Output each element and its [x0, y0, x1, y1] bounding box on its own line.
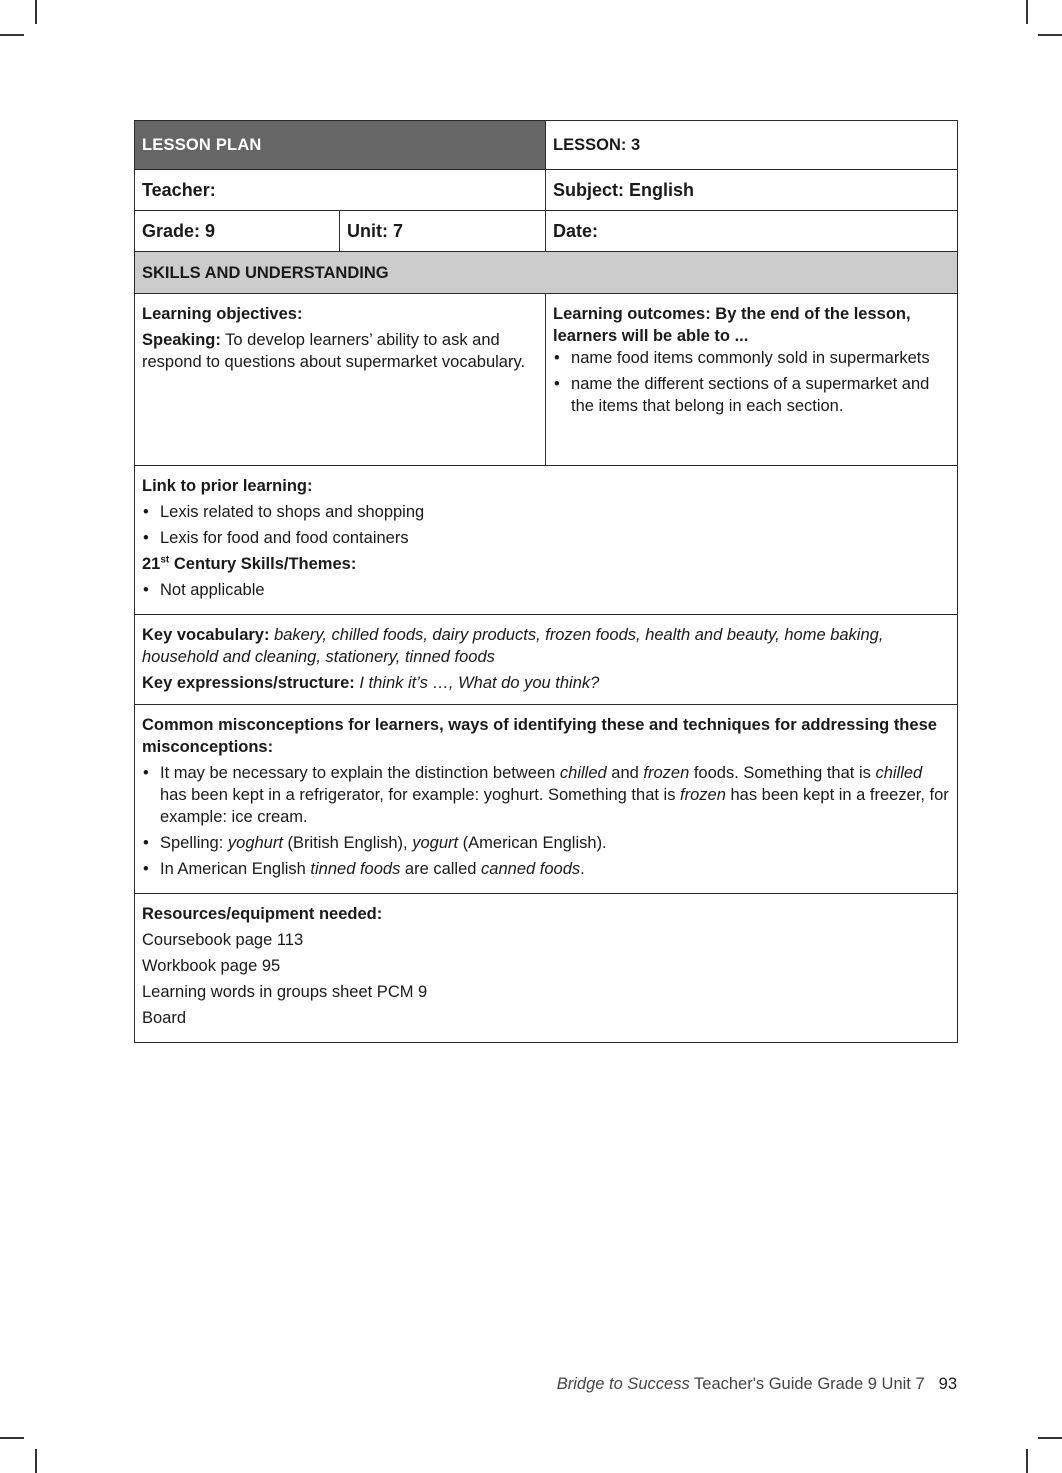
- teacher-field: Teacher:: [135, 170, 546, 211]
- learning-outcomes-cell: [546, 294, 958, 466]
- unit-field: Unit: 7: [340, 211, 546, 252]
- crop-mark-bottom-left-v: [35, 1449, 37, 1473]
- misconception-item: [142, 832, 950, 854]
- crop-mark-top-left-h: [0, 34, 24, 36]
- crop-mark-top-right-h: [1038, 34, 1062, 36]
- outcome-item: • name food items commonly sold in supermarkets: [553, 347, 950, 369]
- text: and: [606, 764, 644, 782]
- misconceptions-cell: [135, 705, 958, 894]
- key-vocabulary-label: Key vocabulary:: [142, 626, 270, 644]
- resources-heading: Resources/equipment needed:: [142, 905, 383, 923]
- crop-mark-top-left-v: [35, 0, 37, 24]
- skills-heading: SKILLS AND UNDERSTANDING: [135, 252, 958, 294]
- book-subtitle: Teacher's Guide Grade 9 Unit 7: [689, 1375, 925, 1393]
- key-expressions-label: Key expressions/structure:: [142, 674, 355, 692]
- subject-field: Subject: English: [546, 170, 958, 211]
- prior-learning-heading: Link to prior learning:: [142, 477, 313, 495]
- lesson-plan-title: LESSON PLAN: [135, 121, 546, 170]
- resources-cell: [135, 894, 958, 1043]
- century-skills-heading: [142, 553, 950, 575]
- crop-mark-top-right-v: [1026, 0, 1028, 24]
- resource-item: Learning words in groups sheet PCM 9: [142, 983, 428, 1001]
- grade-field: Grade: 9: [135, 211, 340, 252]
- misconceptions-heading: Common misconceptions for learners, ways of identifying these and techniques for addressing these misconceptions:: [142, 716, 937, 756]
- outcomes-heading: Learning outcomes: By the end of the lesson, learners will be able to ...: [553, 305, 911, 345]
- lesson-plan-table: [134, 120, 958, 1043]
- century-rest: Century Skills/Themes:: [169, 555, 357, 573]
- learning-objectives-cell: [135, 294, 546, 466]
- key-vocabulary-text: bakery, chilled foods, dairy products, frozen foods, health and beauty, home baking, household and cleaning, stationery, tinned foods: [142, 626, 884, 666]
- century-skills-list: [142, 579, 950, 601]
- crop-mark-bottom-right-h: [1038, 1437, 1062, 1439]
- text-italic: yoghurt: [227, 834, 283, 852]
- text-italic: frozen: [680, 786, 726, 804]
- book-title: Bridge to Success: [556, 1375, 690, 1393]
- text-italic: chilled: [559, 764, 607, 782]
- text: .: [580, 860, 585, 878]
- prior-learning-list: [142, 501, 950, 549]
- key-vocabulary: [142, 624, 950, 668]
- speaking-label: Speaking:: [142, 331, 221, 349]
- prior-learning-item: • Lexis for food and food containers: [142, 527, 950, 549]
- outcomes-list: [553, 347, 950, 417]
- page-number: 93: [938, 1375, 957, 1393]
- text: Spelling:: [160, 834, 228, 852]
- century-sup: st: [160, 554, 170, 566]
- misconception-item: [142, 762, 950, 828]
- resource-item: Board: [142, 1009, 187, 1027]
- date-field: Date:: [546, 211, 958, 252]
- objectives-heading: Learning objectives:: [142, 305, 303, 323]
- century-skills-item: • Not applicable: [142, 579, 950, 601]
- text: (British English),: [282, 834, 413, 852]
- prior-learning-cell: [135, 466, 958, 615]
- text: It may be necessary to explain the distinction between: [160, 764, 560, 782]
- text-italic: canned foods: [481, 860, 581, 878]
- prior-learning-item: • Lexis related to shops and shopping: [142, 501, 950, 523]
- misconceptions-list: [142, 762, 950, 880]
- resource-item: Coursebook page 113: [142, 931, 304, 949]
- speaking-text: To develop learners’ ability to ask and respond to questions about supermarket vocabulary.: [142, 331, 526, 371]
- century-num: 21: [142, 555, 161, 573]
- page-footer: [557, 1375, 957, 1394]
- outcome-item: • name the different sections of a supermarket and the items that belong in each section.: [553, 373, 950, 417]
- crop-mark-bottom-left-h: [0, 1437, 24, 1439]
- text: In American English: [160, 860, 311, 878]
- key-expressions: [142, 672, 950, 694]
- text: are called: [400, 860, 482, 878]
- key-expressions-text: I think it’s …, What do you think?: [354, 674, 600, 692]
- text: has been kept in a freezer, for example: ice cream.: [160, 786, 949, 826]
- resource-item: Workbook page 95: [142, 957, 281, 975]
- text-italic: yogurt: [412, 834, 459, 852]
- lesson-number: LESSON: 3: [546, 121, 958, 170]
- crop-mark-bottom-right-v: [1026, 1449, 1028, 1473]
- objectives-speaking: [142, 329, 538, 373]
- text-italic: frozen: [643, 764, 690, 782]
- text-italic: tinned foods: [310, 860, 401, 878]
- misconception-item: [142, 858, 950, 880]
- vocabulary-cell: [135, 615, 958, 705]
- text: has been kept in a refrigerator, for example: yoghurt. Something that is: [160, 786, 681, 804]
- text-italic: chilled: [875, 764, 923, 782]
- text: (American English).: [458, 834, 607, 852]
- text: foods. Something that is: [689, 764, 876, 782]
